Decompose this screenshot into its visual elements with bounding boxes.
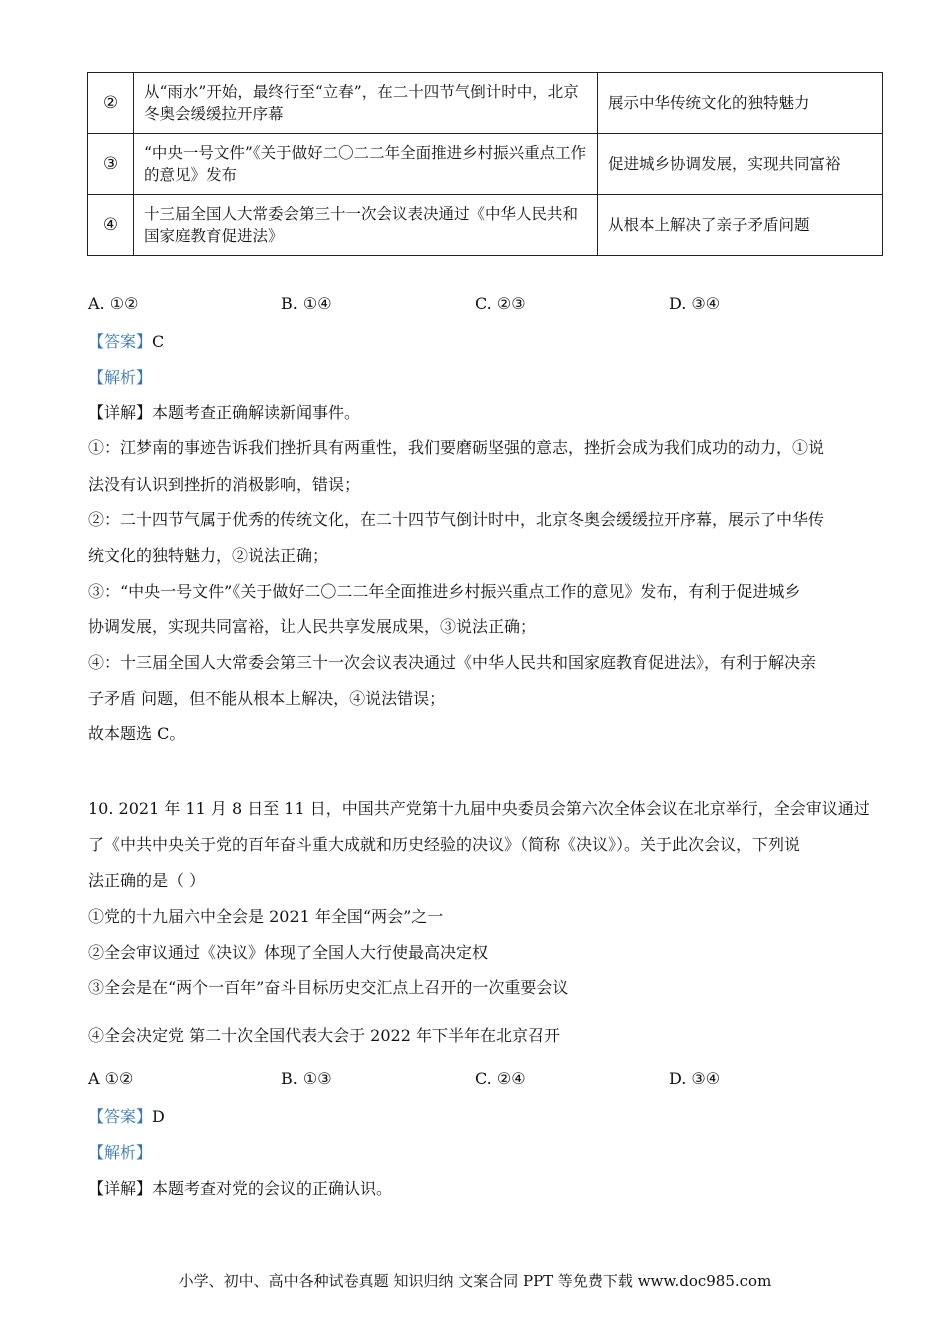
q10-option-c: C. ②④ — [475, 1069, 526, 1088]
q9-conclusion: 故本题选 C。 — [88, 724, 186, 743]
detail-tag: 【详解】 — [88, 1179, 153, 1198]
q10-option-a: A ①② — [88, 1069, 134, 1088]
answer-tag: 【答案】 — [88, 1107, 153, 1126]
analysis-tag: 【解析】 — [88, 1143, 153, 1162]
q9-detail — [88, 400, 360, 423]
q10-stem-line: 10. 2021 年 11 月 8 日至 11 日，中国共产党第十九届中央委员会第六次全体会议在北京举行，全会审议通过 — [88, 799, 870, 818]
q9-explanation-line: ②：二十四节气属于优秀的传统文化，在二十四节气倒计时中，北京冬奥会缓缓拉开序幕，展示了中华传 — [88, 510, 825, 529]
q9-explanation-line: 协调发展，实现共同富裕，让人民共享发展成果，③说法正确； — [88, 617, 537, 636]
q10-statement: ④全会决定党 第二十次全国代表大会于 2022 年下半年在北京召开 — [88, 1026, 560, 1045]
q9-option-d: D. ③④ — [669, 294, 721, 313]
meaning-cell: 促进城乡协调发展，实现共同富裕 — [598, 134, 883, 195]
q10-detail — [88, 1176, 392, 1199]
answer-value: C — [152, 332, 165, 351]
table-row — [88, 73, 883, 134]
q9-options — [88, 294, 888, 318]
answer-tag: 【答案】 — [88, 332, 153, 351]
q9-analysis — [88, 365, 152, 388]
q10-statement: ②全会审议通过《决议》体现了全国人大行使最高决定权 — [88, 943, 489, 962]
events-table — [87, 72, 883, 256]
q10-answer — [88, 1104, 165, 1127]
q9-option-a: A. ①② — [88, 294, 139, 313]
event-cell: 从“雨水”开始，最终行至“立春”，在二十四节气倒计时中，北京冬奥会缓缓拉开序幕 — [134, 73, 598, 134]
table-row — [88, 134, 883, 195]
q9-option-c: C. ②③ — [475, 294, 526, 313]
q9-explanation-line: 统文化的独特魅力，②说法正确； — [88, 546, 329, 565]
q10-options — [88, 1069, 888, 1093]
q9-explanation-line: ①：江梦南的事迹告诉我们挫折具有两重性，我们要磨砺坚强的意志，挫折会成为我们成功的动力，①说 — [88, 438, 825, 457]
row-number: ② — [88, 73, 134, 134]
q10-stem-line: 法正确的是（ ） — [88, 871, 206, 890]
q10-option-b: B. ①③ — [281, 1069, 332, 1088]
q9-explanation-line: ④：十三届全国人大常委会第三十一次会议表决通过《中华人民共和国家庭教育促进法》，有利于解决亲 — [88, 653, 817, 672]
detail-text: 本题考查对党的会议的正确认识。 — [152, 1179, 393, 1198]
q9-explanation-line: 法没有认识到挫折的消极影响，错误； — [88, 475, 361, 494]
row-number: ④ — [88, 195, 134, 256]
q10-option-d: D. ③④ — [669, 1069, 721, 1088]
q9-explanation-line: 子矛盾 问题，但不能从根本上解决，④说法错误； — [88, 689, 446, 708]
row-number: ③ — [88, 134, 134, 195]
q9-answer — [88, 329, 164, 352]
q10-stem-line: 了《中共中央关于党的百年奋斗重大成就和历史经验的决议》（简称《决议》）。关于此次会议，下列说 — [88, 835, 801, 854]
meaning-cell: 展示中华传统文化的独特魅力 — [598, 73, 883, 134]
answer-value: D — [152, 1107, 165, 1126]
page-footer: 小学、初中、高中各种试卷真题 知识归纳 文案合同 PPT 等免费下载 www.doc985.com — [178, 1272, 772, 1290]
event-cell: 十三届全国人大常委会第三十一次会议表决通过《中华人民共和国家庭教育促进法》 — [134, 195, 598, 256]
detail-text: 本题考查正确解读新闻事件。 — [152, 403, 361, 422]
detail-tag: 【详解】 — [88, 403, 153, 422]
table-row — [88, 195, 883, 256]
q10-statement: ③全会是在“两个一百年”奋斗目标历史交汇点上召开的一次重要会议 — [88, 978, 569, 997]
analysis-tag: 【解析】 — [88, 368, 153, 387]
event-cell: “中央一号文件”《关于做好二〇二二年全面推进乡村振兴重点工作的意见》发布 — [134, 134, 598, 195]
q10-analysis — [88, 1140, 152, 1163]
q9-explanation-line: ③：“中央一号文件”《关于做好二〇二二年全面推进乡村振兴重点工作的意见》发布，有利于促进城乡 — [88, 582, 801, 601]
q9-option-b: B. ①④ — [281, 294, 332, 313]
q10-statement: ①党的十九届六中全会是 2021 年全国“两会”之一 — [88, 907, 444, 926]
meaning-cell: 从根本上解决了亲子矛盾问题 — [598, 195, 883, 256]
